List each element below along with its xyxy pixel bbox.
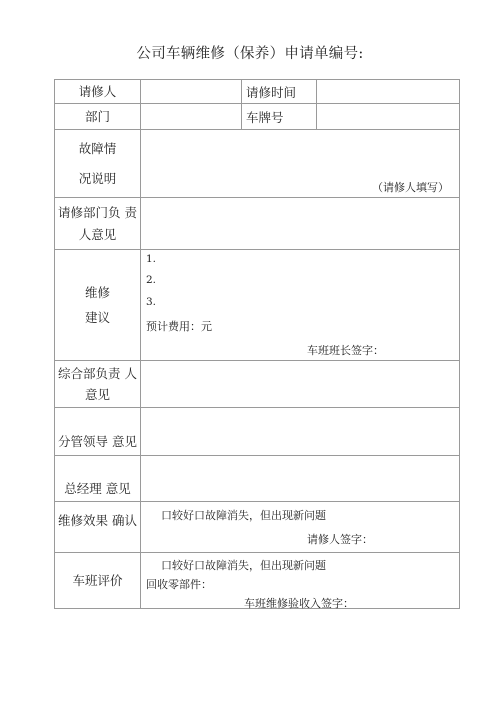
- repair-suggestion-label-line2: 建议: [84, 310, 110, 325]
- plate-label: 车牌号: [242, 104, 317, 130]
- plate-value-cell[interactable]: [317, 104, 460, 130]
- row-team-review: [55, 553, 460, 609]
- supervisor-label: 分管领导 意见: [55, 408, 141, 456]
- applicant-value-cell[interactable]: [141, 80, 242, 104]
- row-supervisor: [55, 408, 460, 456]
- row-general-dept: [55, 361, 460, 408]
- fault-description-cell[interactable]: [141, 130, 460, 198]
- repair-effect-cell[interactable]: [141, 502, 460, 553]
- fault-label-line1: 故障情: [78, 140, 117, 156]
- repair-suggestion-label: [55, 250, 141, 361]
- row-repair-effect: [55, 502, 460, 553]
- general-manager-label: 总经理 意见: [55, 456, 141, 502]
- repair-effect-label: 维修效果 确认: [55, 502, 141, 553]
- dept-head-label-line1: 请修部门负 责: [58, 205, 137, 220]
- dept-head-label-line2: 人意见: [78, 226, 117, 242]
- team-leader-signature: 车班班长签字：: [307, 344, 384, 357]
- fault-label: [55, 130, 141, 198]
- general-dept-label: [55, 361, 141, 408]
- repair-suggestion-cell[interactable]: [141, 250, 460, 361]
- department-value-cell[interactable]: [141, 104, 242, 130]
- dept-head-label: [55, 198, 141, 250]
- general-dept-opinion-cell[interactable]: [141, 361, 460, 408]
- suggestion-item-2: 2.: [146, 274, 157, 286]
- repair-time-value-cell[interactable]: [317, 80, 460, 104]
- team-review-cell[interactable]: [141, 553, 460, 609]
- acceptance-signature: 车班维修验收入签字：: [244, 597, 354, 610]
- team-review-label: 车班评价: [55, 553, 141, 609]
- general-dept-label-line1: 综合部负责 人: [58, 366, 137, 381]
- department-label: 部门: [55, 104, 141, 130]
- row-applicant: [55, 80, 460, 104]
- estimated-cost: 预计费用：元: [146, 320, 212, 333]
- form-title: 公司车辆维修（保养）申请单编号:: [136, 46, 364, 62]
- row-general-manager: [55, 456, 460, 502]
- supervisor-opinion-cell[interactable]: [141, 408, 460, 456]
- row-repair-suggestion: [55, 250, 460, 361]
- repair-suggestion-label-line1: 维修: [84, 284, 110, 300]
- repair-request-form: [54, 79, 460, 609]
- fault-note: （请修人填写）: [372, 181, 449, 194]
- general-manager-opinion-cell[interactable]: [141, 456, 460, 502]
- row-department: [55, 104, 460, 130]
- repair-effect-status: 口较好口故障消失，但出现新问题: [161, 509, 326, 522]
- team-review-status: 口较好口故障消失，但出现新问题: [161, 559, 326, 572]
- fault-label-line2: 况说明: [78, 171, 117, 186]
- repair-time-label: 请修时间: [242, 80, 317, 104]
- applicant-signature: 请修人签字：: [307, 533, 373, 546]
- suggestion-item-3: 3.: [146, 296, 157, 308]
- row-dept-head: [55, 198, 460, 250]
- dept-head-opinion-cell[interactable]: [141, 198, 460, 250]
- suggestion-item-1: 1.: [146, 253, 157, 265]
- applicant-label: 请修人: [55, 80, 141, 104]
- parts-recovered: 回收零部件：: [146, 578, 212, 591]
- row-fault: [55, 130, 460, 198]
- general-dept-label-line2: 意见: [84, 386, 110, 402]
